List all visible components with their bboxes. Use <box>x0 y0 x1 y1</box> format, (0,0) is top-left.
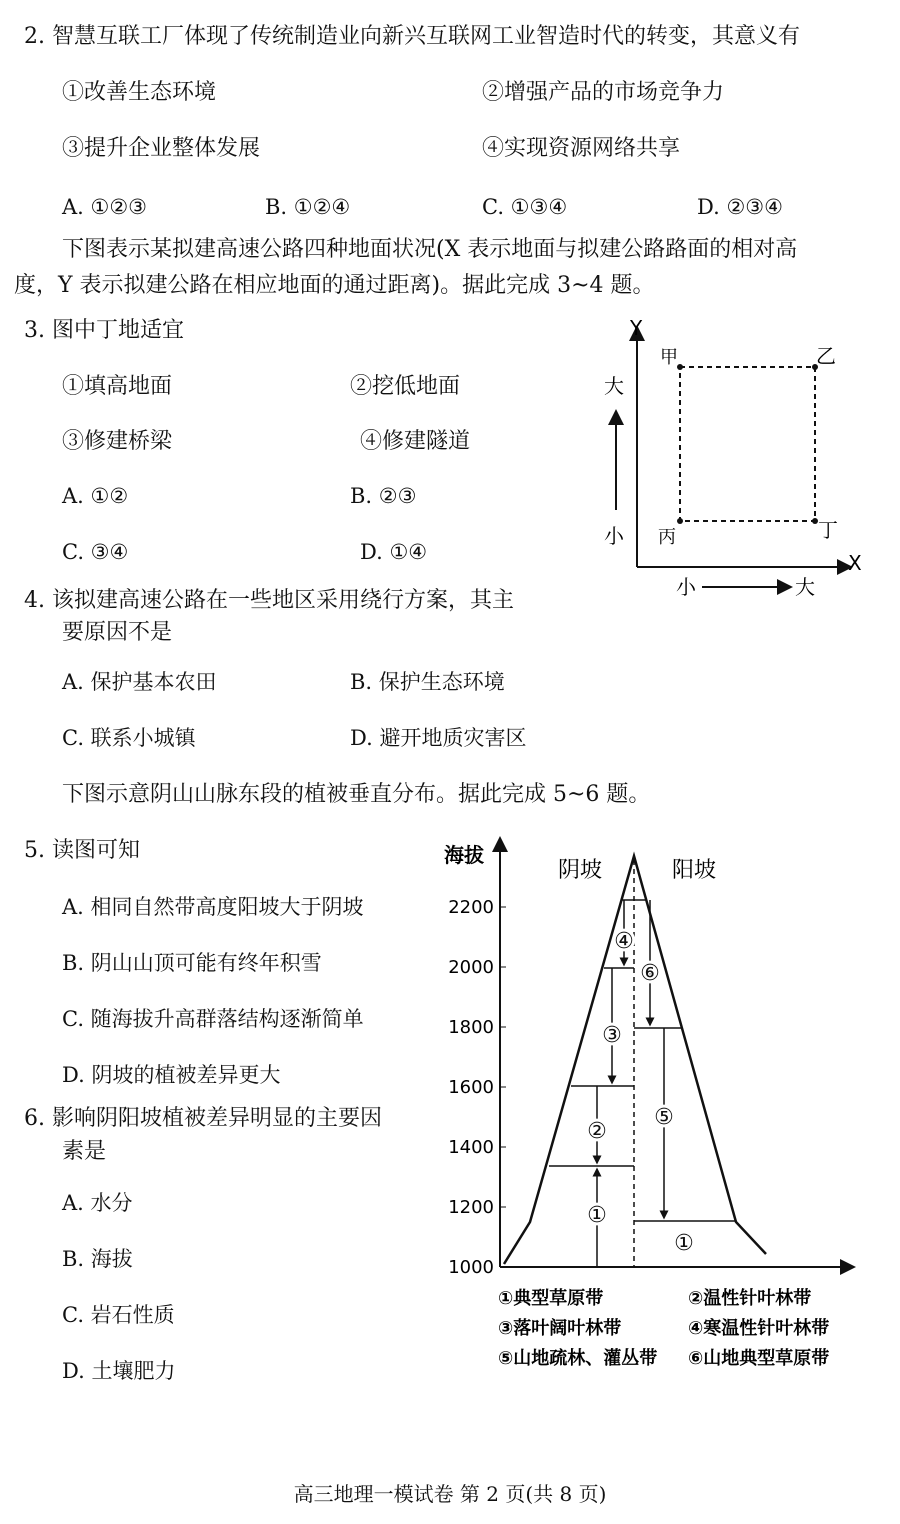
q4-option-d: D. 避开地质灾害区 <box>350 726 527 750</box>
label-ding: 丁 <box>818 518 838 542</box>
q6-option-d: D. 土壤肥力 <box>62 1359 176 1383</box>
x-big-label: 大 <box>795 575 815 599</box>
tick-1200: 1200 <box>448 1197 494 1218</box>
zone-mark-sunny-5: ⑤ <box>654 1105 674 1130</box>
q5-option-a: A. 相同自然带高度阳坡大于阴坡 <box>62 895 364 919</box>
legend-item-5: ⑤山地疏林、灌丛带 <box>498 1348 658 1369</box>
q5-option-b: B. 阴山山顶可能有终年积雪 <box>62 951 322 975</box>
q2-item-2: ②增强产品的市场竞争力 <box>482 80 725 105</box>
zone-mark-shade-4: ④ <box>614 929 634 954</box>
q4-option-a: A. 保护基本农田 <box>62 670 217 694</box>
zone-mark-shade-3: ③ <box>602 1023 622 1048</box>
legend-item-4: ④寒温性针叶林带 <box>688 1318 830 1339</box>
zone-mark-sunny-1: ① <box>674 1231 694 1256</box>
q5-option-c: C. 随海拔升高群落结构逐渐简单 <box>62 1007 364 1031</box>
q3-option-a: A. ①② <box>62 484 129 508</box>
mountain-outline <box>504 856 766 1264</box>
q3-stem: 3. 图中丁地适宜 <box>24 318 184 343</box>
tick-1400: 1400 <box>448 1137 494 1158</box>
legend-item-6: ⑥山地典型草原带 <box>688 1348 830 1369</box>
road-terrain-diagram <box>590 315 870 605</box>
tick-1800: 1800 <box>448 1017 494 1038</box>
q4-stem-line1: 4. 该拟建高速公路在一些地区采用绕行方案，其主 <box>24 588 514 613</box>
y-axis-label: Y <box>630 316 643 340</box>
tick-1600: 1600 <box>448 1077 494 1098</box>
zone-mark-sunny-6: ⑥ <box>640 961 660 986</box>
y-small-label: 小 <box>604 524 624 548</box>
q4-stem-line2: 要原因不是 <box>62 620 173 645</box>
legend-item-2: ②温性针叶林带 <box>688 1288 812 1309</box>
page-footer: 高三地理一模试卷 第 2 页(共 8 页) <box>293 1482 607 1506</box>
label-yi: 乙 <box>816 344 836 368</box>
q3-option-d: D. ①④ <box>360 540 428 564</box>
q2-option-c: C. ①③④ <box>482 195 568 219</box>
q2-option-d: D. ②③④ <box>697 195 783 219</box>
q2-option-b: B. ①②④ <box>265 195 351 219</box>
q4-option-c: C. 联系小城镇 <box>62 726 196 750</box>
point-bing <box>677 518 683 524</box>
q6-option-b: B. 海拔 <box>62 1247 133 1271</box>
q3-option-b: B. ②③ <box>350 484 417 508</box>
label-jia: 甲 <box>660 347 678 368</box>
zone-mark-shade-1: ① <box>587 1203 607 1228</box>
tick-2000: 2000 <box>448 957 494 978</box>
q3-item-2: ②挖低地面 <box>350 374 461 399</box>
q2-stem: 2. 智慧互联工厂体现了传统制造业向新兴互联网工业智造时代的转变，其意义有 <box>24 24 800 49</box>
q3-item-3: ③修建桥梁 <box>62 429 173 454</box>
q2-item-1: ①改善生态环境 <box>62 80 217 105</box>
q5-stem: 5. 读图可知 <box>24 838 140 863</box>
sunny-slope-label: 阳坡 <box>672 858 717 883</box>
q3-item-4: ④修建隧道 <box>360 429 471 454</box>
vegetation-zone-diagram <box>440 832 880 1377</box>
legend-item-3: ③落叶阔叶林带 <box>498 1318 622 1339</box>
dashed-rectangle <box>680 367 815 521</box>
q2-option-a: A. ①②③ <box>62 195 147 219</box>
shade-slope-label: 阴坡 <box>558 858 603 883</box>
q3-item-1: ①填高地面 <box>62 374 173 399</box>
legend-item-1: ①典型草原带 <box>498 1288 604 1309</box>
x-small-label: 小 <box>676 575 696 599</box>
q6-option-a: A. 水分 <box>62 1191 133 1215</box>
intro34-line2: 度，Y 表示拟建公路在相应地面的通过距离)。据此完成 3~4 题。 <box>14 273 655 298</box>
tick-1000: 1000 <box>448 1257 494 1278</box>
altitude-title: 海拔 <box>444 843 484 867</box>
q5-option-d: D. 阴坡的植被差异更大 <box>62 1063 281 1087</box>
label-bing: 丙 <box>658 527 676 548</box>
q6-stem-line1: 6. 影响阴阳坡植被差异明显的主要因 <box>24 1106 382 1131</box>
y-big-label: 大 <box>604 374 624 398</box>
q2-item-3: ③提升企业整体发展 <box>62 136 261 161</box>
q2-item-4: ④实现资源网络共享 <box>482 136 681 161</box>
q4-option-b: B. 保护生态环境 <box>350 670 505 694</box>
tick-2200: 2200 <box>448 897 494 918</box>
q6-option-c: C. 岩石性质 <box>62 1303 175 1327</box>
q3-option-c: C. ③④ <box>62 540 129 564</box>
intro56: 下图示意阴山山脉东段的植被垂直分布。据此完成 5~6 题。 <box>62 782 651 807</box>
zone-mark-shade-2: ② <box>587 1119 607 1144</box>
x-axis-label: X <box>848 551 862 575</box>
intro34-line1: 下图表示某拟建高速公路四种地面状况(X 表示地面与拟建公路路面的相对高 <box>62 237 798 262</box>
q6-stem-line2: 素是 <box>62 1139 107 1164</box>
